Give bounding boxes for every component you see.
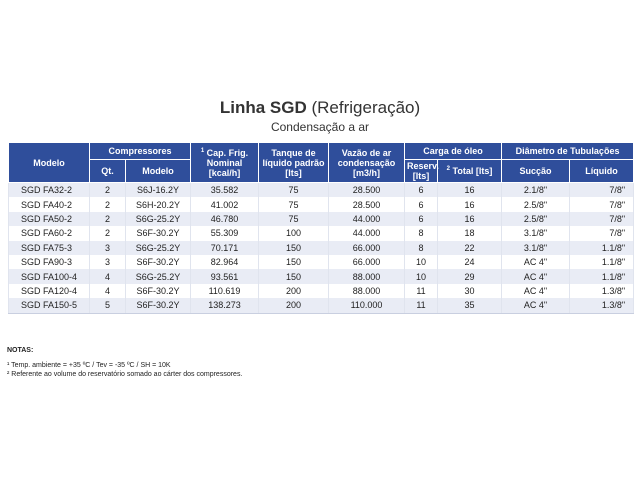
cell-succao: 3.1/8" [502,241,570,255]
cell-modelo: SGD FA50-2 [9,212,90,226]
cell-modelo: SGD FA32-2 [9,183,90,198]
cell-reserv: 8 [405,241,438,255]
cell-tanque: 150 [259,269,329,283]
cell-qt: 3 [90,241,126,255]
cell-cap-frig: 110.619 [191,284,259,298]
header-tanque: Tanque de líquido padrão [lts] [259,143,329,183]
cell-compressor-modelo: S6J-16.2Y [126,183,191,198]
cell-cap-frig: 35.582 [191,183,259,198]
cell-vazao: 66.000 [329,255,405,269]
cell-liquido: 1.1/8" [570,269,634,283]
cell-qt: 2 [90,197,126,211]
header-diametro: Diâmetro de Tubulações [502,143,634,160]
cell-liquido: 1.1/8" [570,241,634,255]
cell-reserv: 11 [405,284,438,298]
table-row [9,241,634,255]
cell-reserv: 8 [405,226,438,240]
cell-tanque: 75 [259,212,329,226]
cell-compressor-modelo: S6G-25.2Y [126,269,191,283]
note-1: ¹ Temp. ambiente = +35 ºC / Tev = -35 ºC / SH = 10K [7,362,171,369]
header-reserv: Reserv. [lts] [405,160,438,183]
cell-qt: 2 [90,183,126,198]
cell-modelo: SGD FA40-2 [9,197,90,211]
table-row [9,226,634,240]
cell-vazao: 66.000 [329,241,405,255]
cell-compressor-modelo: S6F-30.2Y [126,298,191,313]
cell-reserv: 10 [405,269,438,283]
cell-total: 30 [438,284,502,298]
cell-qt: 2 [90,212,126,226]
cell-cap-frig: 82.964 [191,255,259,269]
cell-modelo: SGD FA90-3 [9,255,90,269]
cell-tanque: 200 [259,284,329,298]
cell-qt: 5 [90,298,126,313]
cell-liquido: 7/8" [570,183,634,198]
cell-tanque: 100 [259,226,329,240]
header-comp-modelo: Modelo [126,160,191,183]
cell-succao: AC 4" [502,298,570,313]
cell-tanque: 150 [259,255,329,269]
header-carga-oleo: Carga de óleo [405,143,502,160]
cell-qt: 4 [90,269,126,283]
cell-modelo: SGD FA120-4 [9,284,90,298]
cell-qt: 3 [90,255,126,269]
header-total-label: Total [lts] [452,166,493,176]
cell-succao: AC 4" [502,255,570,269]
title-bold: Linha SGD [219,98,307,117]
page-title [0,98,640,118]
table-header [9,143,634,183]
cell-total: 24 [438,255,502,269]
cell-total: 16 [438,212,502,226]
header-compressores: Compressores [90,143,191,160]
cell-cap-frig: 70.171 [191,241,259,255]
cell-liquido: 7/8" [570,197,634,211]
cell-qt: 4 [90,284,126,298]
cell-modelo: SGD FA60-2 [9,226,90,240]
cell-liquido: 7/8" [570,212,634,226]
cell-reserv: 11 [405,298,438,313]
cell-vazao: 110.000 [329,298,405,313]
cell-cap-frig: 41.002 [191,197,259,211]
header-succao: Sucção [502,160,570,183]
cell-cap-frig: 55.309 [191,226,259,240]
cell-succao: 2.1/8" [502,183,570,198]
cell-tanque: 75 [259,197,329,211]
cell-succao: 3.1/8" [502,226,570,240]
specs-table [8,142,634,314]
cell-cap-frig: 46.780 [191,212,259,226]
cell-liquido: 1.3/8" [570,284,634,298]
cell-vazao: 28.500 [329,197,405,211]
cell-tanque: 75 [259,183,329,198]
cell-vazao: 44.000 [329,226,405,240]
header-cap-frig-label: Cap. Frig. Nominal [kcal/h] [206,147,249,178]
cell-qt: 2 [90,226,126,240]
title-rest: (Refrigeração) [311,98,421,117]
cell-reserv: 6 [405,183,438,198]
title-block [0,98,640,134]
cell-succao: AC 4" [502,269,570,283]
cell-modelo: SGD FA100-4 [9,269,90,283]
cell-cap-frig: 93.561 [191,269,259,283]
cell-total: 29 [438,269,502,283]
table-row [9,197,634,211]
cell-tanque: 200 [259,298,329,313]
cell-vazao: 28.500 [329,183,405,198]
table-row [9,269,634,283]
cell-liquido: 1.3/8" [570,298,634,313]
table-row [9,284,634,298]
header-qt: Qt. [90,160,126,183]
cell-modelo: SGD FA150-5 [9,298,90,313]
cell-total: 18 [438,226,502,240]
cell-vazao: 88.000 [329,269,405,283]
table-row [9,183,634,198]
cell-total: 16 [438,183,502,198]
note-2: ² Referente ao volume do reservatório somado ao cárter dos compressores. [7,371,243,378]
cell-total: 16 [438,197,502,211]
cell-reserv: 10 [405,255,438,269]
header-liquido: Líquido [570,160,634,183]
cell-succao: AC 4" [502,284,570,298]
cell-compressor-modelo: S6H-20.2Y [126,197,191,211]
footnote-1-mark: 1 [200,147,205,154]
cell-total: 22 [438,241,502,255]
page-subtitle: Condensação a ar [270,120,370,134]
cell-compressor-modelo: S6F-30.2Y [126,226,191,240]
cell-total: 35 [438,298,502,313]
cell-compressor-modelo: S6G-25.2Y [126,212,191,226]
cell-cap-frig: 138.273 [191,298,259,313]
cell-vazao: 44.000 [329,212,405,226]
notes-title: NOTAS: [7,347,34,354]
cell-succao: 2.5/8" [502,212,570,226]
cell-compressor-modelo: S6F-30.2Y [126,255,191,269]
table-row [9,212,634,226]
cell-vazao: 88.000 [329,284,405,298]
cell-compressor-modelo: S6F-30.2Y [126,284,191,298]
table-row [9,298,634,313]
header-cap-frig [191,143,259,183]
cell-succao: 2.5/8" [502,197,570,211]
table-body [9,183,634,314]
notes [7,346,242,379]
cell-tanque: 150 [259,241,329,255]
cell-liquido: 1.1/8" [570,255,634,269]
cell-compressor-modelo: S6G-25.2Y [126,241,191,255]
header-total [438,160,502,183]
cell-reserv: 6 [405,212,438,226]
cell-reserv: 6 [405,197,438,211]
footnote-2-mark: 2 [446,166,450,172]
header-modelo: Modelo [9,143,90,183]
cell-modelo: SGD FA75-3 [9,241,90,255]
cell-liquido: 7/8" [570,226,634,240]
header-vazao: Vazão de ar condensação [m3/h] [329,143,405,183]
table-row [9,255,634,269]
